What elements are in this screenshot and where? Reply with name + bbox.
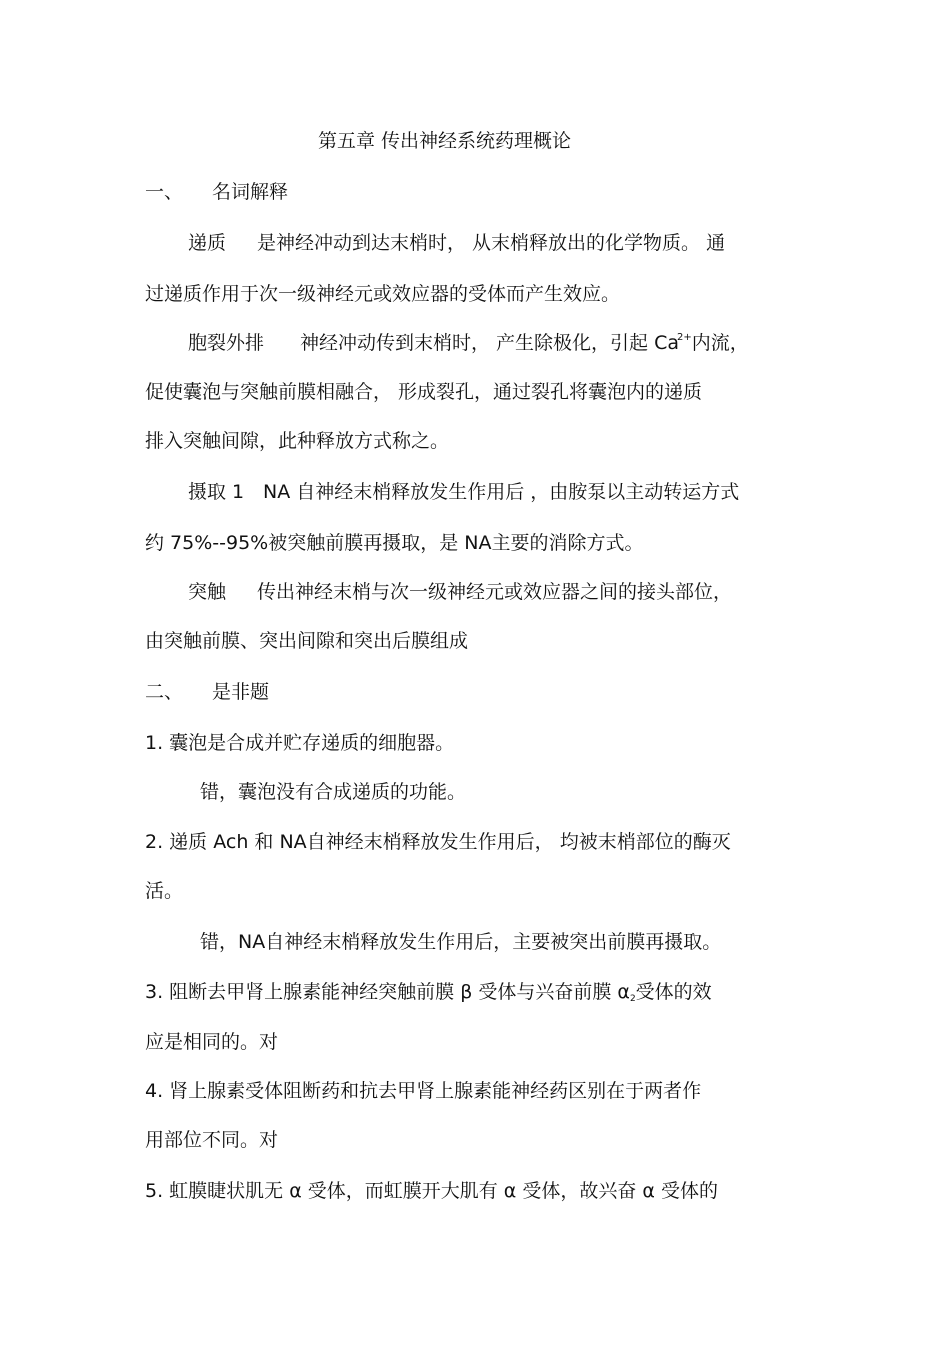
term-transmitter: 递质 [188,232,227,254]
term-exocytosis-line-2: 促使囊泡与突触前膜相融合， 形成裂孔，通过裂孔将囊泡内的递质 [145,381,703,403]
term-transmitter-line-2: 过递质作用于次一级神经元或效应器的受体而产生效应。 [145,283,621,305]
section-2-number: 二、 [145,681,184,703]
section-1-number: 一、 [145,181,184,203]
term-synapse: 突触 [188,581,227,603]
page-title: 第五章 传出神经系统药理概论 [318,130,572,152]
question-5-line-1: 5. 虹膜睫状肌无 α 受体，而虹膜开大肌有 α 受体，故兴奋 α 受体的 [145,1180,718,1202]
question-2-line-2: 活。 [145,880,184,902]
answer-1: 错，囊泡没有合成递质的功能。 [200,781,467,803]
question-2-line-1: 2. 递质 Ach 和 NA自神经末梢释放发生作用后， 均被末梢部位的酶灭 [145,831,731,853]
question-3-text: 3. 阻断去甲肾上腺素能神经突触前膜 β 受体与兴奋前膜 α [145,981,630,1003]
question-1: 1. 囊泡是合成并贮存递质的细胞器。 [145,732,455,754]
question-3-line-2: 应是相同的。对 [145,1031,279,1053]
calcium-superscript: 2+ [677,332,692,343]
exocytosis-line-1-text: 神经冲动传到末梢时， 产生除极化，引起 Ca [300,332,679,354]
question-3-line-1 [145,980,712,1008]
section-1-heading: 名词解释 [212,181,289,203]
term-transmitter-line-1: 是神经冲动到达末梢时， 从末梢释放出的化学物质。 通 [257,232,726,254]
answer-2: 错，NA自神经末梢释放发生作用后，主要被突出前膜再摄取。 [200,931,722,953]
term-uptake-line-1: NA 自神经末梢释放发生作用后 ，由胺泵以主动转运方式 [263,481,740,503]
term-uptake: 摄取 1 [188,481,245,503]
exocytosis-line-1-end: 内流， [691,332,749,354]
term-exocytosis: 胞裂外排 [188,332,265,354]
section-2-heading: 是非题 [212,681,270,703]
alpha-2-subscript: 2 [629,994,636,1004]
question-3-end: 受体的效 [635,981,712,1003]
term-synapse-line-1: 传出神经末梢与次一级神经元或效应器之间的接头部位， [257,581,733,603]
term-exocytosis-line-1 [300,331,749,359]
term-exocytosis-line-3: 排入突触间隙，此种释放方式称之。 [145,430,450,452]
term-synapse-line-2: 由突触前膜、突出间隙和突出后膜组成 [145,630,469,652]
question-4-line-1: 4. 肾上腺素受体阻断药和抗去甲肾上腺素能神经药区别在于两者作 [145,1080,702,1102]
term-uptake-line-2: 约 75%--95%被突触前膜再摄取，是 NA主要的消除方式。 [145,532,644,554]
question-4-line-2: 用部位不同。对 [145,1129,279,1151]
